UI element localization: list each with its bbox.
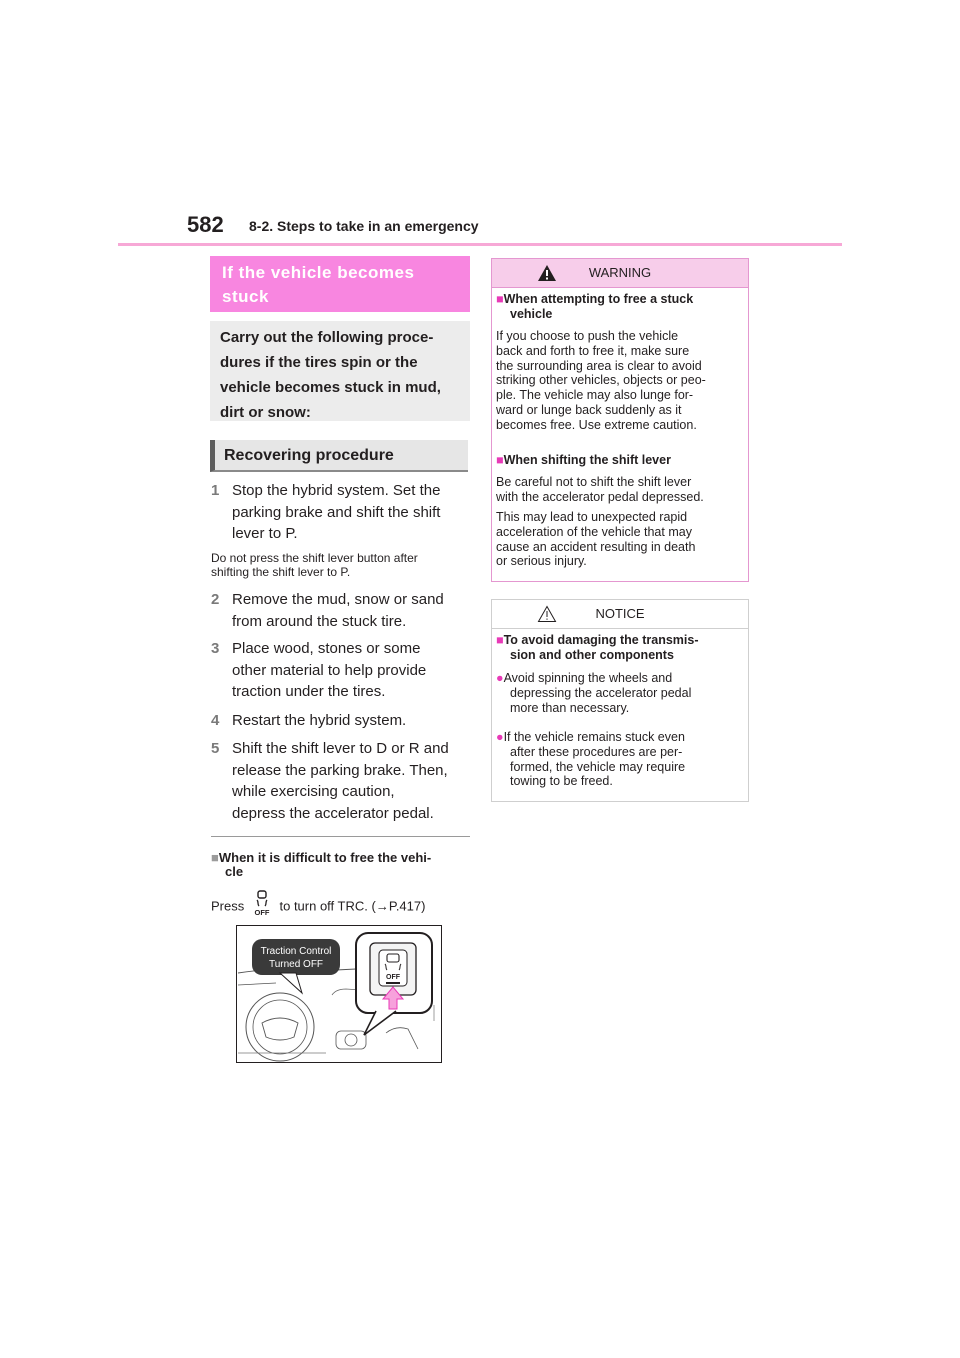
step-line: Restart the hybrid system. — [232, 712, 407, 729]
step-line: parking brake and shift the shift — [232, 503, 441, 521]
recovering-procedure-heading: Recovering procedure — [210, 440, 468, 472]
step-line: Shift the shift lever to D or R and — [232, 740, 449, 757]
round-bullet-icon: ● — [496, 730, 504, 744]
stuck-heading-line: stuck — [222, 287, 269, 306]
bullet-line: formed, the vehicle may require — [510, 759, 686, 774]
body-line: This may lead to unexpected rapid — [496, 510, 688, 524]
press-text: to turn off TRC. ( — [279, 898, 376, 914]
body-line: with the accelerator pedal depressed. — [496, 489, 704, 504]
body-line: the surrounding area is clear to avoid — [496, 358, 702, 373]
body-line: ple. The vehicle may also lunge for- — [496, 388, 694, 403]
bullet-line: towing to be freed. — [510, 774, 613, 789]
press-instruction — [211, 890, 425, 924]
heading-line: cle — [225, 864, 244, 879]
bullet-line: after these procedures are per- — [510, 744, 683, 759]
square-bullet-icon: ■ — [211, 850, 219, 865]
note-line: Do not press the shift lever button after — [211, 551, 418, 565]
heading-line: When attempting to free a stuck — [503, 292, 694, 306]
warning-triangle-icon — [537, 264, 557, 282]
section-title: 8-2. Steps to take in an emergency — [249, 218, 479, 234]
callout-line: Turned OFF — [268, 959, 324, 970]
round-bullet-icon: ● — [496, 671, 504, 685]
heading-line: sion and other components — [510, 647, 674, 662]
body-line: cause an accident resulting in death — [496, 539, 696, 554]
stuck-heading — [210, 256, 470, 312]
intro-line: Carry out the following proce- — [220, 329, 434, 346]
shift-button-note — [211, 552, 471, 579]
bullet-line: more than necessary. — [510, 700, 630, 715]
bullet-line: depressing the accelerator pedal — [510, 685, 692, 700]
notice-box — [491, 599, 749, 802]
step-3 — [211, 638, 473, 703]
warning-item2-body — [496, 475, 744, 505]
notice-heading — [496, 633, 744, 663]
body-line: striking other vehicles, objects or peo- — [496, 373, 706, 388]
step-number: 2 — [211, 591, 220, 608]
step-line: release the parking brake. Then, — [232, 761, 448, 779]
body-line: becomes free. Use extreme caution. — [496, 417, 697, 432]
heading-line: vehicle — [510, 306, 553, 321]
warning-item2-body — [496, 510, 744, 569]
step-5 — [211, 738, 473, 824]
body-line: or serious injury. — [496, 554, 587, 569]
button-off-label: OFF — [386, 974, 400, 981]
body-line: If you choose to push the vehicle — [496, 329, 679, 343]
callout-line: Traction Control — [260, 946, 332, 957]
step-line: lever to P. — [232, 525, 298, 542]
header-divider — [118, 243, 842, 246]
body-line: ward or lunge back suddenly as it — [496, 402, 682, 417]
warning-item1-body — [496, 329, 744, 433]
notice-bullet-2 — [496, 730, 744, 789]
caution-triangle-icon — [537, 605, 557, 623]
square-bullet-icon: ■ — [496, 292, 504, 306]
square-bullet-icon: ■ — [496, 453, 504, 467]
step-2 — [211, 589, 473, 632]
heading-line: When it is difficult to free the vehi- — [218, 850, 432, 865]
step-line: while exercising caution, — [232, 783, 395, 800]
warning-item1-heading — [496, 292, 744, 322]
step-1 — [211, 480, 473, 545]
step-line: Stop the hybrid system. Set the — [232, 482, 441, 499]
square-bullet-icon: ■ — [496, 633, 504, 647]
page-reference: P.417) — [388, 898, 426, 914]
heading-line: When shifting the shift lever — [503, 453, 671, 467]
stuck-heading-line: If the vehicle becomes — [222, 263, 415, 282]
vsc-off-icon — [252, 890, 272, 924]
warning-title: WARNING — [588, 265, 652, 280]
arrow-glyph: → — [375, 898, 389, 914]
step-4 — [211, 710, 473, 732]
dashboard-illustration — [236, 925, 442, 1063]
heading-line: To avoid damaging the transmis- — [503, 633, 699, 647]
warning-item2-heading — [496, 453, 744, 468]
step-number: 5 — [211, 740, 220, 757]
step-line: traction under the tires. — [232, 683, 386, 700]
step-number: 3 — [211, 640, 220, 657]
bullet-line: Avoid spinning the wheels and — [503, 671, 673, 685]
step-line: Remove the mud, snow or sand — [232, 591, 444, 608]
warning-box — [491, 258, 749, 582]
notice-bullet-1 — [496, 671, 744, 715]
press-text: Press — [211, 898, 245, 914]
difficult-to-free-heading — [211, 851, 469, 879]
step-number: 1 — [211, 482, 220, 499]
intro-line: vehicle becomes stuck in mud, — [220, 379, 441, 396]
intro-box — [210, 321, 470, 421]
warning-header — [492, 259, 748, 288]
body-line: acceleration of the vehicle that may — [496, 524, 692, 539]
step-line: from around the stuck tire. — [232, 612, 407, 630]
step-line: depress the accelerator pedal. — [232, 804, 434, 822]
note-line: shifting the shift lever to P. — [211, 564, 351, 579]
bullet-line: If the vehicle remains stuck even — [503, 730, 685, 744]
step-line: Place wood, stones or some — [232, 640, 421, 657]
notice-title: NOTICE — [595, 606, 645, 621]
body-line: Be careful not to shift the shift lever — [496, 475, 692, 489]
step-number: 4 — [211, 712, 220, 729]
step-line: other material to help provide — [232, 661, 427, 679]
notice-header — [492, 600, 748, 629]
section-divider — [211, 836, 470, 837]
intro-line: dures if the tires spin or the — [220, 354, 418, 371]
page-number: 582 — [187, 212, 224, 237]
intro-line: dirt or snow: — [220, 404, 311, 421]
vsc-off-label: OFF — [254, 908, 270, 916]
body-line: back and forth to free it, make sure — [496, 343, 690, 358]
